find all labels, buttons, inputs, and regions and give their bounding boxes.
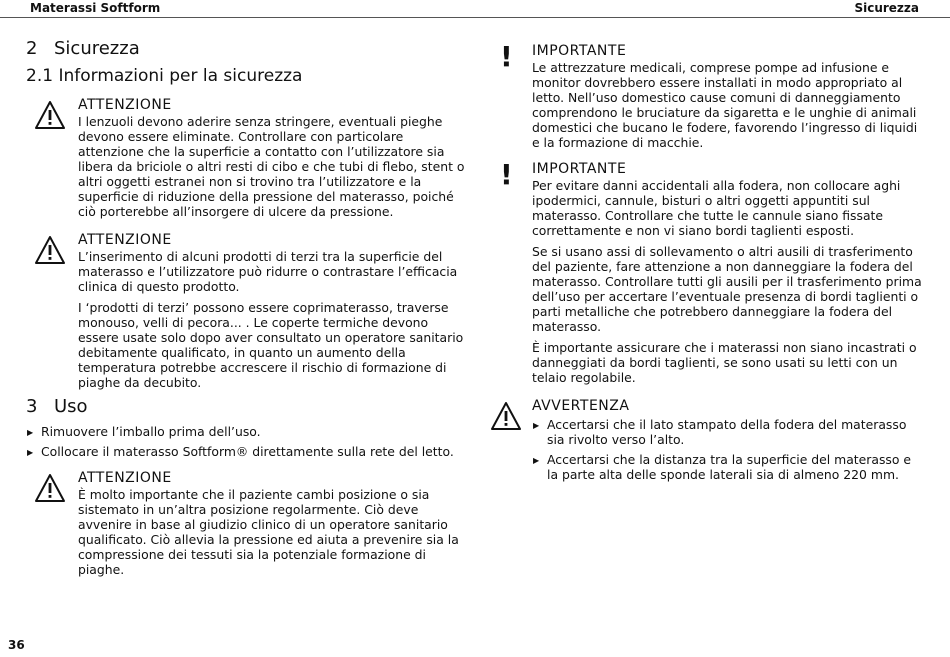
section-number: 2.1 xyxy=(26,66,54,86)
list-item-text: Accertarsi che il lato stampato della fodera del materasso sia rivolto verso l’alto. xyxy=(547,417,907,447)
warning-keyword: ATTENZIONE xyxy=(78,232,172,248)
warning-keyword: ATTENZIONE xyxy=(78,470,172,486)
section-title: Uso xyxy=(54,396,88,417)
warning-text: L’inserimento di alcuni prodotti di terzi tra la superficie del materasso e l’utilizzatore può ridurre o contrastare l’efficacia clinica di questo prodotto. xyxy=(78,249,458,294)
list-item xyxy=(26,444,466,459)
header-section-name: Sicurezza xyxy=(854,1,919,15)
caution-block xyxy=(490,397,922,482)
bullet-triangle-icon: ▶ xyxy=(533,456,540,465)
caution-list xyxy=(532,417,922,482)
header-product-name: Materassi Softform xyxy=(30,1,161,15)
list-item-text: Accertarsi che la distanza tra la superficie del materasso e la parte alta delle sponde laterali sia di almeno 220 mm. xyxy=(547,452,912,482)
warning-triangle-icon xyxy=(34,473,66,503)
section-title: Sicurezza xyxy=(54,38,140,59)
section-number: 3 xyxy=(26,396,38,417)
section-2-heading xyxy=(26,38,466,60)
important-text: Se si usano assi di sollevamento o altri ausili di trasferimento del paziente, fare attenzione a non danneggiare la fodera del materasso. Controllare tutti gli ausili per il trasferimento prima dell’uso per accertare l’eventuale presenza di bordi taglienti o parti metalliche che potrebbero danneggiare la fodera del materasso. xyxy=(532,244,922,334)
warning-text: I lenzuoli devono aderire senza stringere, eventuali pieghe devono essere eliminate. Controllare con particolare attenzione che la superficie a contatto con l’utilizzatore sia libera da briciole o altri resti di cibo e che tubi di flebo, stent o altri oggetti estranei non si trovino tra l’utilizzatore e la superficie di riduzione della pressione del materasso, poiché ciò porterebbe all’insorgere di ulcere da pressione. xyxy=(78,114,465,219)
important-text: Per evitare danni accidentali alla fodera, non collocare aghi ipodermici, cannule, bisturi o altri oggetti appuntiti sul materasso. Controllare che tutte le cannule siano fissate correttamente e non vi siano bordi taglienti esposti. xyxy=(532,178,901,238)
section-2-1-heading xyxy=(26,66,466,86)
warning-block-3 xyxy=(26,469,466,577)
warning-block-2 xyxy=(26,231,466,390)
warning-text: È molto importante che il paziente cambi posizione o sia sistemato in un’altra posizione regolarmente. Ciò deve avvenire in base al giudizio clinico di un operatore sanitario qualificato. Ciò allevia la pressione ed aiuta a prevenire sia la compressione dei tessuti sia la potenziale formazione di piaghe. xyxy=(78,487,459,577)
page-header xyxy=(0,0,950,18)
warning-block-1 xyxy=(26,96,466,219)
warning-text: I ‘prodotti di terzi’ possono essere coprimaterasso, traverse monouso, velli di pecora... . Le coperte termiche devono essere usate solo dopo aver consultato un operatore sanitario debitamente qualificato, in quanto un aumento della temperatura potrebbe accrescere il rischio di formazione di piaghe da decubito. xyxy=(78,300,464,390)
important-text: Le attrezzature medicali, comprese pompe ad infusione e monitor dovrebbero essere installati in modo appropriato al letto. Nell’uso domestico cause comuni di danneggiamento comprendono le bruciature da sigaretta e le unghie di animali domestici che bucano le fodere, favorendo l’ingresso di liquidi e la formazione di macchie. xyxy=(532,60,918,150)
caution-keyword: AVVERTENZA xyxy=(532,398,630,414)
right-column xyxy=(490,42,922,487)
warning-triangle-icon xyxy=(490,401,522,431)
usage-steps-list xyxy=(26,424,466,459)
warning-triangle-icon xyxy=(34,235,66,265)
list-item xyxy=(532,417,922,447)
header-rule xyxy=(0,17,950,18)
bullet-triangle-icon: ▶ xyxy=(27,428,34,437)
important-keyword: IMPORTANTE xyxy=(532,43,627,59)
bullet-triangle-icon: ▶ xyxy=(27,448,34,457)
section-number: 2 xyxy=(26,38,38,59)
list-item xyxy=(532,452,922,482)
warning-triangle-icon xyxy=(34,100,66,130)
exclamation-icon: ! xyxy=(500,158,513,191)
warning-keyword: ATTENZIONE xyxy=(78,97,172,113)
list-item-text: Collocare il materasso Softform® direttamente sulla rete del letto. xyxy=(41,444,454,459)
section-title: Informazioni per la sicurezza xyxy=(58,66,303,86)
section-3-heading xyxy=(26,396,466,418)
important-block-1 xyxy=(490,42,922,150)
list-item-text: Rimuovere l’imballo prima dell’uso. xyxy=(41,424,261,439)
left-column xyxy=(26,36,466,583)
important-block-2 xyxy=(490,160,922,385)
important-keyword: IMPORTANTE xyxy=(532,161,627,177)
page-number: 36 xyxy=(8,638,25,652)
list-item xyxy=(26,424,466,439)
exclamation-icon: ! xyxy=(500,40,513,73)
important-text: È importante assicurare che i materassi non siano incastrati o danneggiati da bordi taglienti, se sono usati su letti con un telaio regolabile. xyxy=(532,340,917,385)
bullet-triangle-icon: ▶ xyxy=(533,421,540,430)
